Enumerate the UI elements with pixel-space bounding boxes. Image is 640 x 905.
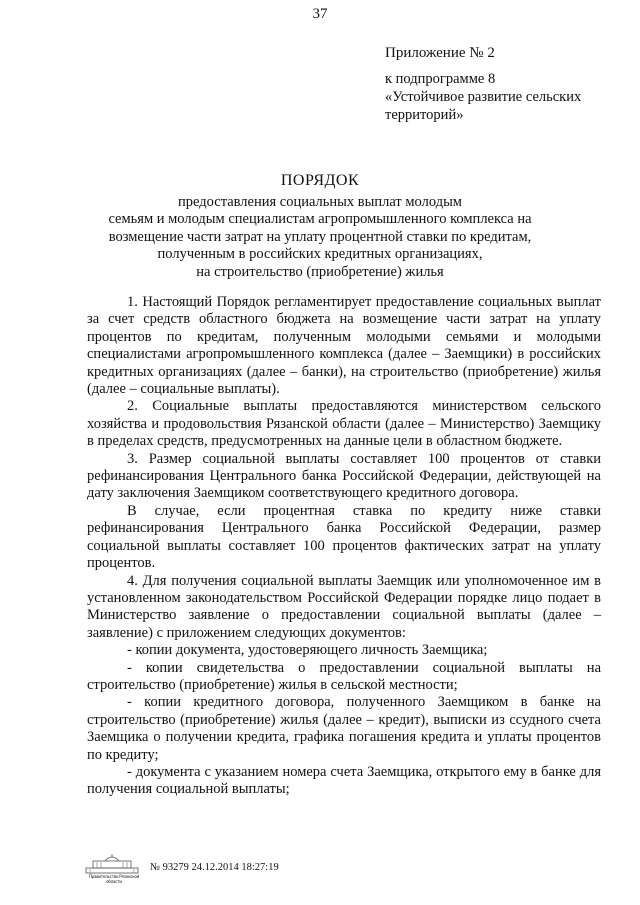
heading-line: полученным в российских кредитных организациях, (157, 246, 483, 263)
paragraph: 4. Для получения социальной выплаты Заемщик или уполномоченное им в установленном законодательством Российской Федерации порядке лицо подает в Министерство заявление о предоставлении социальной выплаты (далее – заявление) с приложением следующих документов: (87, 572, 601, 641)
list-item: - копии документа, удостоверяющего личность Заемщика; (127, 642, 488, 659)
registration-stamp: № 93279 24.12.2014 18:27:19 (150, 862, 279, 873)
appendix-line: к подпрограмме 8 (385, 71, 496, 87)
appendix-title: Приложение № 2 (385, 45, 495, 61)
paragraph: 3. Размер социальной выплаты составляет 100 процентов от ставки рефинансирования Центрального банка Российской Федерации, действующей на дату заключения Заемщиком соответствующего кредитного договора. (87, 450, 601, 502)
paragraph: 2. Социальные выплаты предоставляются министерством сельского хозяйства и продовольствия Рязанской области (далее – Министерство) Заемщику в пределах средств, предусмотренных на данные цели в областном бюджете. (87, 398, 601, 450)
paragraph: 1. Настоящий Порядок регламентирует предоставление социальных выплат за счет средств областного бюджета на возмещение части затрат на уплату процентов по кредитам, полученным молодыми семьями и молодыми специалистами агропромышленного комплекса (далее – Заемщики) в российских кредитных организациях (далее – банки), на строительство (приобретение) жилья (далее – социальные выплаты). (87, 294, 601, 398)
appendix-line: территорий» (385, 107, 464, 123)
logo-caption: Правительство Рязанской области (88, 874, 140, 884)
list-item: - копии кредитного договора, полученного Заемщиком в банке на строительство (приобретение) жилья (далее – кредит), выписки из ссудного счета Заемщика о получении кредита, графика погашения кредита и уплаты процентов по кредиту; (87, 694, 601, 763)
document-heading (90, 172, 550, 281)
appendix-block (385, 44, 615, 124)
document-body (87, 294, 601, 799)
list-item: - документа с указанием номера счета Заемщика, открытого ему в банке для получения социальной выплаты; (87, 763, 601, 798)
government-logo (85, 854, 139, 884)
paragraph: В случае, если процентная ставка по кредиту ниже ставки рефинансирования Центрального банка Российской Федерации, размер социальной выплаты составляет 100 процентов фактических затрат на уплату процентов. (87, 502, 601, 572)
heading-line: на строительство (приобретение) жилья (196, 263, 444, 280)
list-item: - копии свидетельства о предоставлении социальной выплаты на строительство (приобретение) жилья в сельской местности; (87, 659, 601, 693)
page-number: 37 (312, 6, 328, 22)
heading-line: возмещение части затрат на уплату процентной ставки по кредитам, (108, 228, 532, 245)
document-title: ПОРЯДОК (280, 172, 360, 189)
building-icon (85, 854, 139, 874)
heading-line: семьям и молодым специалистам агропромышленного комплекса на (108, 211, 532, 228)
footer (85, 854, 385, 884)
appendix-line: «Устойчивое развитие сельских (385, 89, 582, 105)
heading-line: предоставления социальных выплат молодым (178, 194, 462, 210)
